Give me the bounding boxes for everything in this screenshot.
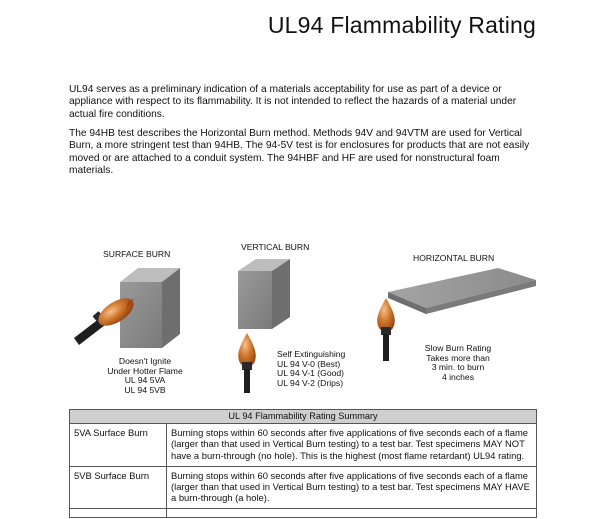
table-row: [70, 424, 537, 467]
rating-term: [70, 509, 167, 518]
rating-description: Burning stops within 60 seconds after five applications of five seconds each of a flame (larger than that used in Vertical Burn testing) to a test bar. Test specimens MAY NOT have a burn-through (no hole). This is the highest (most flame retardant) UL94 rating.: [167, 424, 537, 467]
intro-paragraph: UL94 serves as a preliminary indication of a materials acceptability for use as part of a device or appliance with respect to its flammability. It is not intended to reflect the hazards of a material under actual fire conditions.: [69, 84, 517, 120]
test-plate: [388, 268, 536, 314]
rating-summary-table: [69, 409, 537, 518]
rating-term: 5VB Surface Burn: [70, 466, 167, 509]
surface-burn-caption: Doesn't Ignite Under Hotter Flame UL 94 5VA UL 94 5VB: [107, 356, 183, 395]
vertical-burn-caption: Self Extinguishing UL 94 V-0 (Best) UL 94 V-1 (Good) UL 94 V-2 (Drips): [277, 349, 346, 388]
test-bar: [238, 259, 290, 329]
surface-burn-label: SURFACE BURN: [103, 249, 171, 259]
rating-term: 5VA Surface Burn: [70, 424, 167, 467]
torch-icon: [377, 298, 395, 361]
vertical-burn-label: VERTICAL BURN: [241, 242, 310, 252]
table-row: [70, 509, 537, 518]
table-row: [70, 466, 537, 509]
surface-burn-illustration: [70, 262, 220, 362]
page-title: UL94 Flammability Rating: [267, 12, 536, 38]
horizontal-burn-label: HORIZONTAL BURN: [413, 253, 495, 263]
torch-icon: [238, 333, 256, 393]
table-header: UL 94 Flammability Rating Summary: [70, 410, 537, 424]
horizontal-burn-caption: Slow Burn Rating Takes more than 3 min. to burn 4 inches: [424, 343, 492, 382]
methods-paragraph: The 94HB test describes the Horizontal Burn method. Methods 94V and 94VTM are used for Vertical Burn, a more stringent test than 94HB. The 94-5V test is for enclosures for products that are not easily moved or are attached to a conduit system. The 94HBF and HF are used for nonstructural foam materials.: [69, 128, 530, 176]
rating-description: Burning stops within 60 seconds after five applications of five seconds each of a flame (larger than that used in Vertical Burn testing) to a test bar. Test specimens MAY HAVE a burn-through (a hole).: [167, 466, 537, 509]
rating-description: [167, 509, 537, 518]
table-header-row: [70, 410, 537, 424]
